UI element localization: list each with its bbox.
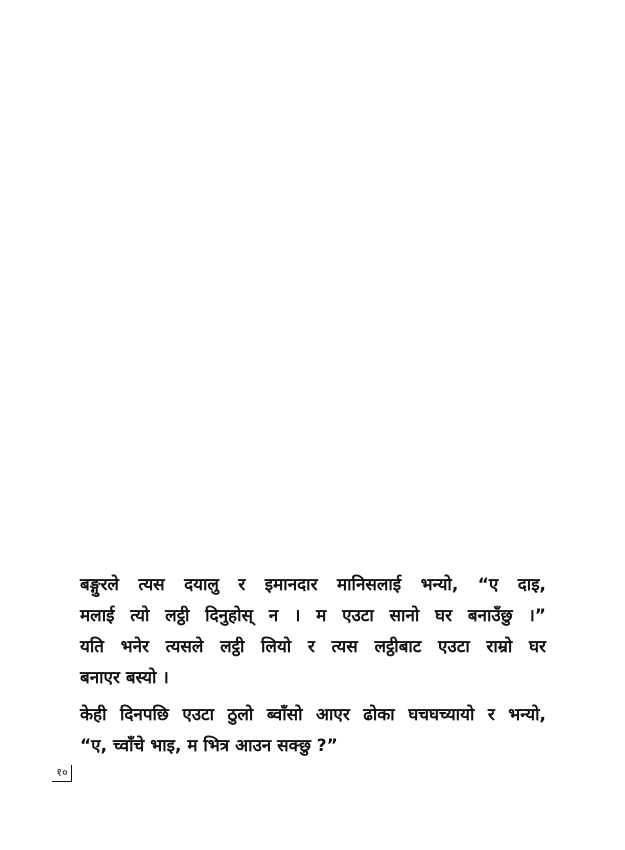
text-line: बङ्गुरले त्यस दयालु र इमानदार मानिसलाई भन्यो, “ए दाइ, [80,575,546,595]
text-line: केही दिनपछि एउटा ठुलो ब्वाँसो आएर ढोका घचघच्यायो र भन्यो, [80,705,546,725]
text-line: “ए, च्वाँचे भाइ, म भित्र आउन सक्छु ?” [80,736,338,756]
text-line: बनाएर बस्यो । [80,668,169,688]
story-text [80,570,546,768]
text-line: यति भनेर त्यसले लट्ठी लियो र त्यस लट्ठीबाट एउटा राम्रो घर [80,637,546,657]
paragraph-1 [80,570,546,694]
text-line: मलाई त्यो लट्ठी दिनुहोस् न । म एउटा सानो घर बनाउँछु ।” [80,606,546,626]
page-number: १० [56,766,68,779]
paragraph-2 [80,700,546,762]
